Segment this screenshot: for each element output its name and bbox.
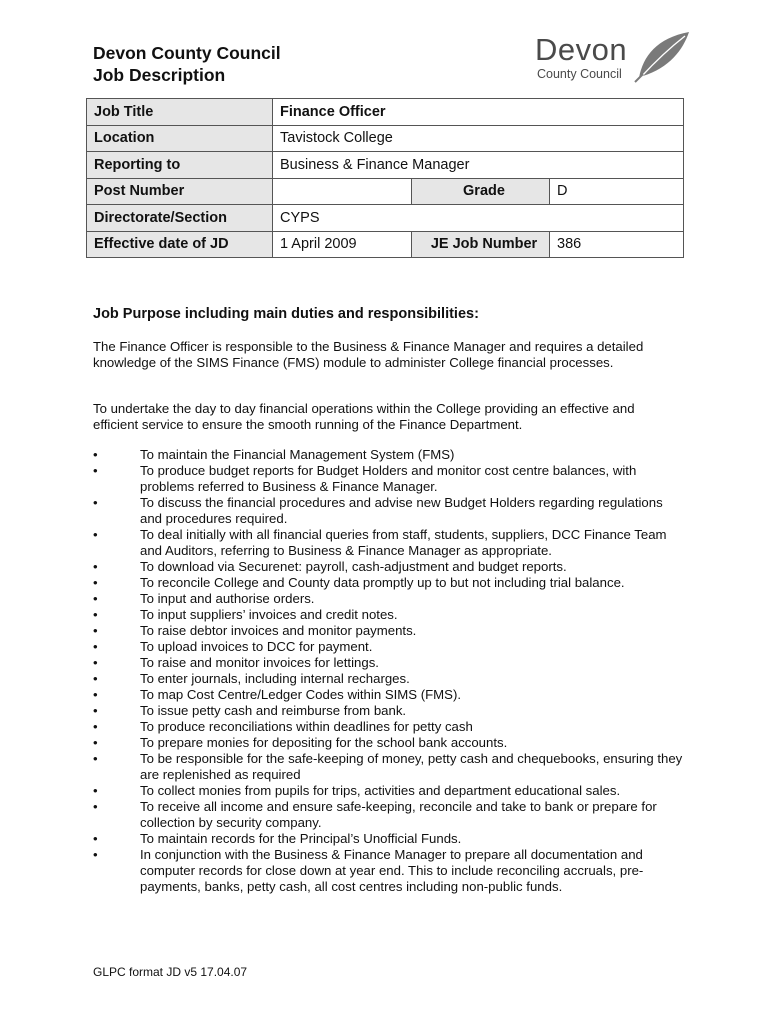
duties-list: [93, 447, 685, 895]
job-title-label: Job Title: [87, 99, 273, 126]
je-job-number-value: 386: [550, 231, 684, 258]
location-value: Tavistock College: [273, 125, 684, 152]
purpose-paragraph-2: To undertake the day to day financial operations within the College providing an effective and efficient service to ensure the smooth running of the Finance Department.: [93, 401, 635, 432]
bullet-icon: •: [93, 703, 98, 718]
list-item: [93, 527, 685, 559]
bullet-icon: •: [93, 559, 98, 574]
post-number-value: [273, 178, 412, 205]
list-item: [93, 607, 685, 623]
bullet-icon: •: [93, 623, 98, 638]
bullet-icon: •: [93, 751, 98, 766]
directorate-value: CYPS: [273, 205, 684, 232]
table-row: [87, 231, 684, 258]
duty-text: To issue petty cash and reimburse from bank.: [140, 703, 407, 718]
effective-date-label: Effective date of JD: [87, 231, 273, 258]
table-row: [87, 205, 684, 232]
table-row: [87, 152, 684, 179]
job-title-value: Finance Officer: [273, 99, 684, 126]
leaf-icon: [633, 28, 695, 84]
duty-text: To deal initially with all financial queries from staff, students, suppliers, DCC Finance Team and Auditors, referring to Business & Finance Manager as appropriate.: [140, 527, 667, 558]
list-item: [93, 463, 685, 495]
list-item: [93, 831, 685, 847]
logo-sub-text: County Council: [537, 67, 622, 81]
list-item: [93, 623, 685, 639]
footer-version: GLPC format JD v5 17.04.07: [93, 965, 248, 979]
duty-text: To prepare monies for depositing for the school bank accounts.: [140, 735, 508, 750]
list-item: [93, 847, 685, 895]
duty-text: To input suppliers’ invoices and credit notes.: [140, 607, 398, 622]
bullet-icon: •: [93, 847, 98, 862]
bullet-icon: •: [93, 575, 98, 590]
bullet-icon: •: [93, 447, 98, 462]
duty-text: To be responsible for the safe-keeping of money, petty cash and chequebooks, ensuring they are replenished as required: [140, 751, 683, 782]
post-number-label: Post Number: [87, 178, 273, 205]
list-item: [93, 447, 685, 463]
grade-value: D: [550, 178, 684, 205]
list-item: [93, 495, 685, 527]
duty-text: To enter journals, including internal recharges.: [140, 671, 410, 686]
reporting-value: Business & Finance Manager: [273, 152, 684, 179]
table-row: [87, 99, 684, 126]
logo-main-text: Devon: [535, 32, 628, 67]
duty-text: To produce budget reports for Budget Holders and monitor cost centre balances, with problems referred to Business & Finance Manager.: [140, 463, 637, 494]
bullet-icon: •: [93, 719, 98, 734]
list-item: [93, 639, 685, 655]
bullet-icon: •: [93, 655, 98, 670]
list-item: [93, 799, 685, 831]
document-header: [93, 42, 281, 86]
list-item: [93, 735, 685, 751]
job-info-table: [86, 98, 684, 258]
org-name: Devon County Council: [93, 43, 281, 63]
duty-text: To raise debtor invoices and monitor payments.: [140, 623, 417, 638]
bullet-icon: •: [93, 591, 98, 606]
location-label: Location: [87, 125, 273, 152]
bullet-icon: •: [93, 527, 98, 542]
duty-text: To discuss the financial procedures and advise new Budget Holders regarding regulations and procedures required.: [140, 495, 663, 526]
table-row: [87, 125, 684, 152]
bullet-icon: •: [93, 639, 98, 654]
duty-text: To download via Securenet: payroll, cash-adjustment and budget reports.: [140, 559, 567, 574]
duty-text: To maintain the Financial Management System (FMS): [140, 447, 455, 462]
duty-text: To raise and monitor invoices for lettings.: [140, 655, 379, 670]
duty-text: To input and authorise orders.: [140, 591, 315, 606]
duty-text: To receive all income and ensure safe-keeping, reconcile and take to bank or prepare for collection by security company.: [140, 799, 657, 830]
list-item: [93, 655, 685, 671]
bullet-icon: •: [93, 495, 98, 510]
list-item: [93, 687, 685, 703]
reporting-label: Reporting to: [87, 152, 273, 179]
document-title: Job Description: [93, 65, 226, 85]
table-row: [87, 178, 684, 205]
devon-county-council-logo: [535, 28, 695, 90]
purpose-paragraph-1: The Finance Officer is responsible to the Business & Finance Manager and requires a detailed knowledge of the SIMS Finance (FMS) module to administer College financial processes.: [93, 339, 644, 370]
duty-text: To maintain records for the Principal’s Unofficial Funds.: [140, 831, 462, 846]
list-item: [93, 783, 685, 799]
list-item: [93, 575, 685, 591]
list-item: [93, 559, 685, 575]
job-purpose-heading: Job Purpose including main duties and responsibilities:: [93, 306, 479, 322]
bullet-icon: •: [93, 463, 98, 478]
duty-text: To reconcile College and County data promptly up to but not including trial balance.: [140, 575, 625, 590]
list-item: [93, 719, 685, 735]
duty-text: To collect monies from pupils for trips, activities and department educational sales.: [140, 783, 621, 798]
list-item: [93, 671, 685, 687]
duty-text: To map Cost Centre/Ledger Codes within SIMS (FMS).: [140, 687, 462, 702]
bullet-icon: •: [93, 799, 98, 814]
directorate-label: Directorate/Section: [87, 205, 273, 232]
je-job-number-label: JE Job Number: [412, 231, 550, 258]
duty-text: To upload invoices to DCC for payment.: [140, 639, 373, 654]
bullet-icon: •: [93, 783, 98, 798]
bullet-icon: •: [93, 607, 98, 622]
list-item: [93, 591, 685, 607]
list-item: [93, 703, 685, 719]
list-item: [93, 751, 685, 783]
bullet-icon: •: [93, 831, 98, 846]
bullet-icon: •: [93, 687, 98, 702]
effective-date-value: 1 April 2009: [273, 231, 412, 258]
bullet-icon: •: [93, 671, 98, 686]
grade-label: Grade: [412, 178, 550, 205]
duty-text: In conjunction with the Business & Finance Manager to prepare all documentation and computer records for close down at year end. This to include reconciling accruals, pre-payments, banks, petty cash, all cost centres including non-public funds.: [140, 847, 644, 894]
bullet-icon: •: [93, 735, 98, 750]
duty-text: To produce reconciliations within deadlines for petty cash: [140, 719, 473, 734]
